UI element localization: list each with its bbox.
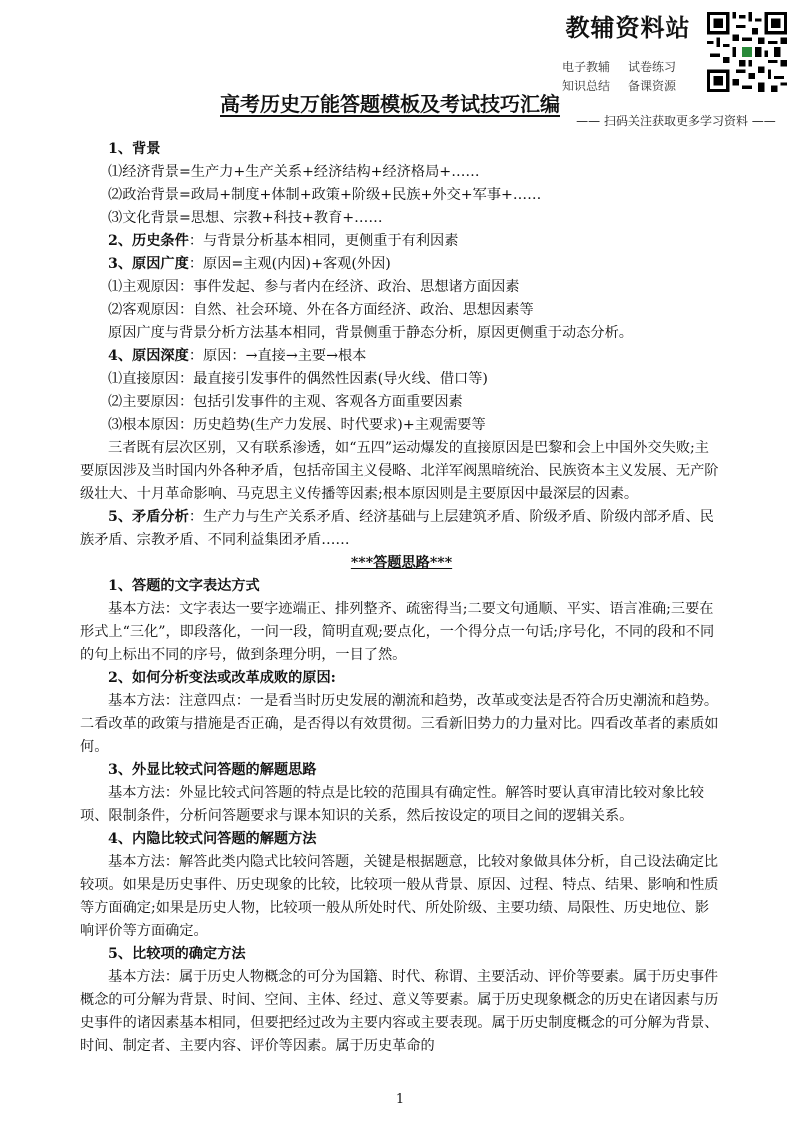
section-line bbox=[80, 345, 723, 368]
link-exam-practice[interactable]: 试卷练习 bbox=[628, 60, 677, 74]
section-text: ：原因：→直接→主要→根本 bbox=[188, 348, 367, 364]
paragraph: 基本方法：注意四点：一是看当时历史发展的潮流和趋势，改革或变法是否符合历史潮流和趋势。二看改革的政策与措施是否正确，是否得以有效贯彻。三看新旧势力的力量对比。四看改革者的素质如何。 bbox=[80, 693, 719, 755]
text-line: ⑴经济背景=生产力+生产关系+经济结构+经济格局+…… bbox=[108, 164, 480, 180]
section-text: ：与背景分析基本相同，更侧重于有利因素 bbox=[188, 233, 459, 249]
section-line bbox=[80, 230, 723, 253]
text-line: ⑶文化背景=思想、宗教+科技+教育+…… bbox=[108, 210, 383, 226]
answer-approach-heading: ***答题思路*** bbox=[350, 555, 453, 571]
text-line: 原因广度与背景分析方法基本相同，背景侧重于静态分析，原因更侧重于动态分析。 bbox=[108, 325, 633, 341]
brand-title: 教辅资料站 bbox=[565, 14, 691, 42]
section-line bbox=[80, 506, 723, 552]
link-teaching-resources[interactable]: 备课资源 bbox=[628, 79, 677, 93]
paragraph: 基本方法：外显比较式问答题的特点是比较的范围具有确定性。解答时要认真审清比较对象比较项、限制条件，分析问答题要求与课本知识的关系，然后按设定的项目之间的逻辑关系。 bbox=[80, 785, 704, 824]
section-heading: 1、背景 bbox=[108, 141, 161, 157]
text-line: ⑵客观原因：自然、社会环境、外在各方面经济、政治、思想因素等 bbox=[108, 302, 534, 318]
text-line: ⑵政治背景=政局+制度+体制+政策+阶级+民族+外交+军事+…… bbox=[108, 187, 542, 203]
paragraph: 基本方法：解答此类内隐式比较问答题，关键是根据题意，比较对象做具体分析，自己设法确定比较项。如果是历史事件、历史现象的比较，比较项一般从背景、原因、过程、特点、结果、影响和性质等方面确定;如果是历史人物，比较项一般从所处时代、所处阶级、主要功绩、局限性、历史地位、影响评价等方面确定。 bbox=[80, 854, 719, 939]
document-body bbox=[80, 138, 723, 1058]
paragraph: 基本方法：属于历史人物概念的可分为国籍、时代、称谓、主要活动、评价等要素。属于历史事件概念的可分解为背景、时间、空间、主体、经过、意义等要素。属于历史现象概念的历史在诸因素与历史事件的诸因素基本相同，但要把经过改为主要内容或主要表现。属于历史制度概念的可分解为背景、时间、制定者、主要内容、评价等因素。属于历史革命的 bbox=[80, 969, 719, 1054]
text-line: ⑵主要原因：包括引发事件的主观、客观各方面重要因素 bbox=[108, 394, 463, 410]
section-heading: 4、内隐比较式问答题的解题方法 bbox=[108, 831, 317, 847]
section-text: ：生产力与生产关系矛盾、经济基础与上层建筑矛盾、阶级矛盾、阶级内部矛盾、民族矛盾、宗教矛盾、不同利益集团矛盾…… bbox=[80, 509, 714, 548]
section-heading: 5、矛盾分析 bbox=[108, 509, 189, 525]
paragraph: 三者既有层次区别，又有联系渗透，如“五四”运动爆发的直接原因是巴黎和会上中国外交失败;主要原因涉及当时国内外各种矛盾，包括帝国主义侵略、北洋军阀黑暗统治、民族资本主义发展、无产阶级壮大、十月革命影响、马克思主义传播等因素;根本原因则是主要原因中最深层的因素。 bbox=[80, 440, 719, 502]
section-heading: 2、如何分析变法或改革成败的原因: bbox=[108, 670, 336, 686]
paragraph: 基本方法：文字表达一要字迹端正、排列整齐、疏密得当;二要文句通顺、平实、语言准确;三要在形式上“三化”，即段落化，一问一段，简明直观;要点化，一个得分点一句话;序号化，不同的段和不同的句上标出不同的序号，做到条理分明，一目了然。 bbox=[80, 601, 715, 663]
link-e-books[interactable]: 电子教辅 bbox=[562, 60, 611, 74]
section-heading: 1、答题的文字表达方式 bbox=[108, 578, 260, 594]
section-heading: 5、比较项的确定方法 bbox=[108, 946, 246, 962]
section-text: ：原因=主观(内因)+客观(外因) bbox=[188, 256, 391, 272]
text-line: ⑴主观原因：事件发起、参与者内在经济、政治、思想诸方面因素 bbox=[108, 279, 520, 295]
qr-code-icon[interactable] bbox=[707, 12, 787, 92]
scan-note: —— 扫码关注获取更多学习资料 —— bbox=[576, 114, 776, 128]
section-heading: 4、原因深度 bbox=[108, 348, 189, 364]
section-heading: 3、外显比较式问答题的解题思路 bbox=[108, 762, 317, 778]
section-heading: 2、历史条件 bbox=[108, 233, 189, 249]
link-knowledge-summary[interactable]: 知识总结 bbox=[562, 79, 611, 93]
text-line: ⑴直接原因：最直接引发事件的偶然性因素(导火线、借口等) bbox=[108, 371, 488, 387]
page-title: 高考历史万能答题模板及考试技巧汇编 bbox=[220, 92, 560, 116]
page-number: 1 bbox=[395, 1092, 405, 1107]
section-heading: 3、原因广度 bbox=[108, 256, 189, 272]
text-line: ⑶根本原因：历史趋势(生产力发展、时代要求)+主观需要等 bbox=[108, 417, 486, 433]
section-line bbox=[80, 253, 723, 276]
